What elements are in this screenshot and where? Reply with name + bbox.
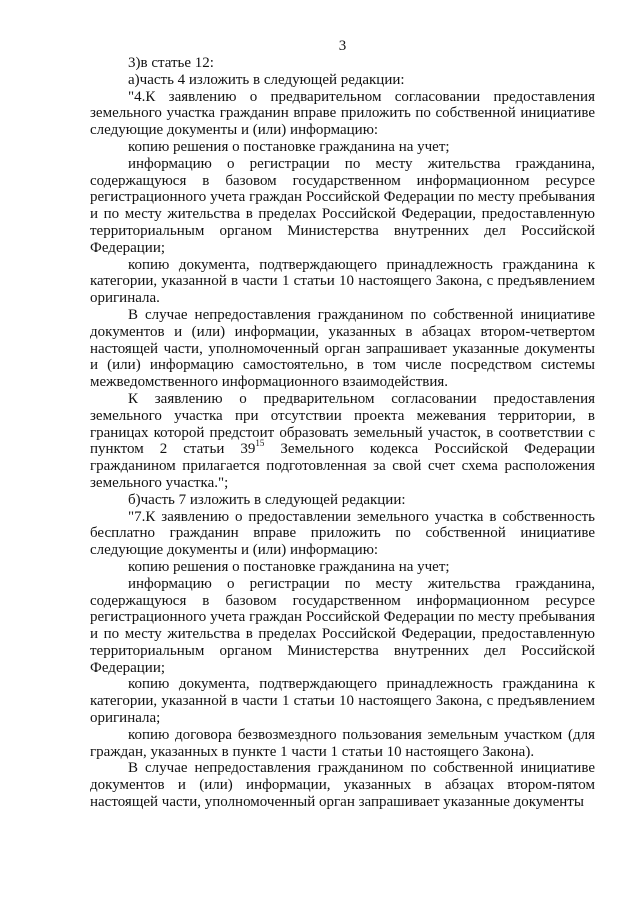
paragraph-text: К заявлению о предварительном согласовании предоставления земельного участка при отсутствии проекта межевания территории, в границах которой предстоит образовать земельный участок, в соответствии с пунктом 2 статьи 39 bbox=[90, 390, 595, 458]
page-number: 3 bbox=[338, 38, 347, 54]
paragraph: копию договора безвозмездного пользования земельным участком (для граждан, указанных в пункте 1 части 1 статьи 10 настоящего Закона). bbox=[90, 726, 595, 760]
paragraph: а)часть 4 изложить в следующей редакции: bbox=[128, 71, 405, 88]
paragraph: копию документа, подтверждающего принадлежность гражданина к категории, указанной в части 1 статьи 10 настоящего Закона, с предъявлением оригинала. bbox=[90, 256, 595, 307]
paragraph: копию решения о постановке гражданина на учет; bbox=[128, 138, 450, 155]
paragraph: "7.К заявлению о предоставлении земельного участка в собственность бесплатно гражданин вправе приложить по собственной инициативе следующие документы и (или) информацию: bbox=[90, 508, 595, 559]
paragraph: б)часть 7 изложить в следующей редакции: bbox=[128, 491, 406, 508]
paragraph: 3)в статье 12: bbox=[128, 55, 214, 71]
paragraph: информацию о регистрации по месту жительства гражданина, содержащуюся в базовом государственном информационном ресурсе регистрационного учета граждан Российской Федерации по месту пребывания и по месту жительства в пределах Российской Федерации, предоставленную территориальным органом Министерства внутренних дел Российской Федерации; bbox=[90, 575, 595, 676]
paragraph: информацию о регистрации по месту жительства гражданина, содержащуюся в базовом государственном информационном ресурсе регистрационного учета граждан Российской Федерации по месту пребывания и по месту жительства в пределах Российской Федерации, предоставленную территориальным органом Министерства внутренних дел Российской Федерации; bbox=[90, 155, 595, 256]
paragraph-with-reference bbox=[90, 391, 595, 492]
document-body bbox=[90, 55, 595, 811]
paragraph: "4.К заявлению о предварительном согласовании предоставления земельного участка гражданин вправе приложить по собственной инициативе следующие документы и (или) информацию: bbox=[90, 88, 595, 139]
paragraph-text-tail: Земельного кодекса Российской Федерации гражданином прилагается подготовленная за свой счет схема расположения земельного участка."; bbox=[90, 441, 595, 491]
paragraph: В случае непредоставления гражданином по собственной инициативе документов и (или) информации, указанных в абзацах втором-пятом настоящей части, уполномоченный орган запрашивает указанные документы bbox=[90, 760, 595, 811]
article-superscript: 15 bbox=[255, 438, 265, 449]
paragraph: копию решения о постановке гражданина на учет; bbox=[128, 558, 450, 575]
paragraph: В случае непредоставления гражданином по собственной инициативе документов и (или) информации, указанных в абзацах втором-четвертом настоящей части, уполномоченный орган запрашивает указанные документы и (или) информацию самостоятельно, в том числе посредством системы межведомственного информационного взаимодействия. bbox=[90, 306, 595, 391]
paragraph: копию документа, подтверждающего принадлежность гражданина к категории, указанной в части 1 статьи 10 настоящего Закона, с предъявлением оригинала; bbox=[90, 676, 595, 727]
